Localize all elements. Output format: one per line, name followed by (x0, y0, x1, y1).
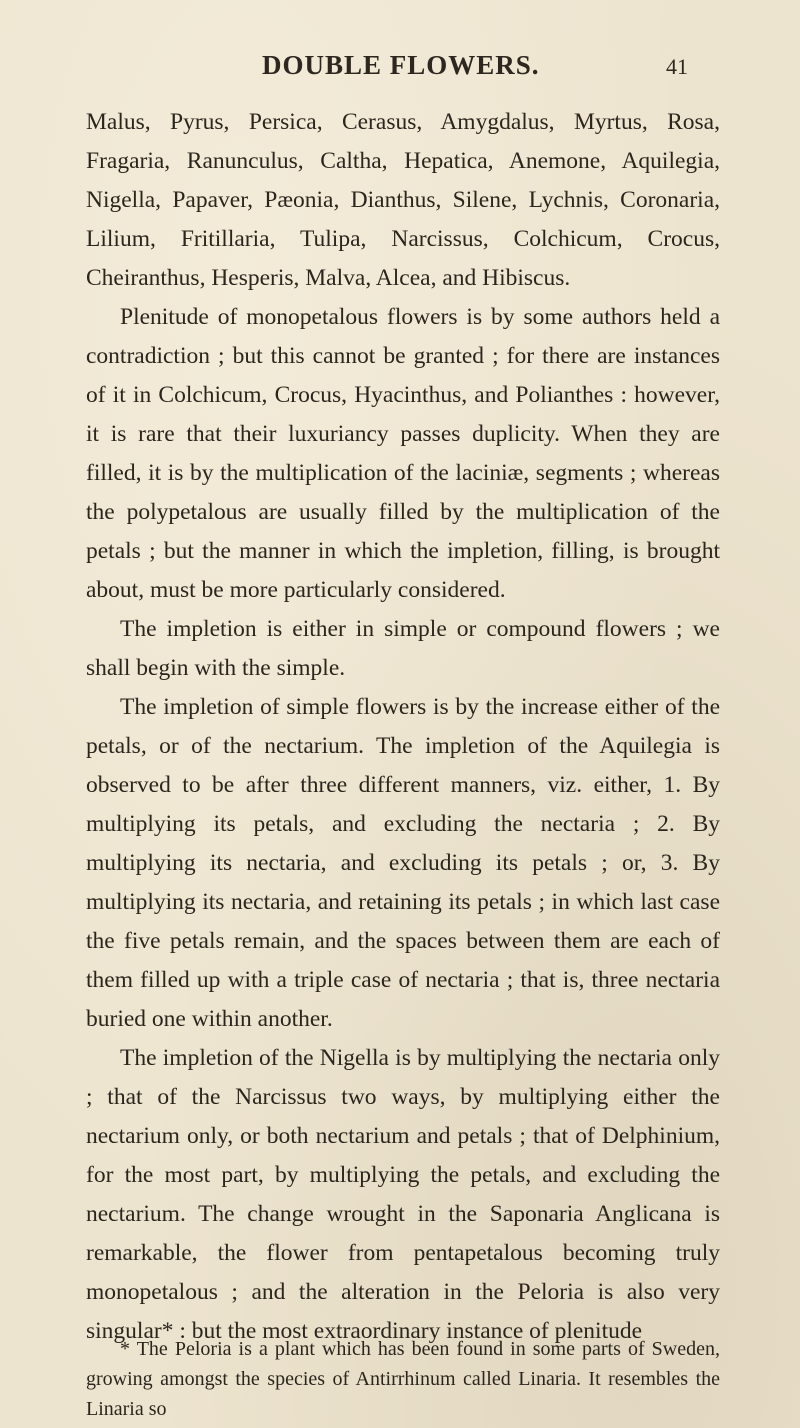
footnote: * The Peloria is a plant which has been found in some parts of Sweden, growing amongst the species of Antirrhinum called Linaria. It resembles the Linaria so (86, 1338, 720, 1420)
running-head (0, 50, 800, 90)
body-text (86, 103, 720, 1351)
paragraph-nigella: The impletion of the Nigella is by multiplying the nectaria only ; that of the Narcissus two ways, by multiplying either the nectarium only, or both nectarium and petals ; that of Delphinium, for the most part, by multiplying the petals, and excluding the nectarium. The change wrought in the Saponaria Anglicana is remarkable, the flower from pentapetalous becoming truly monopetalous ; and the alteration in the Peloria is also very singular* : but the most extraordinary instance of plenitude (86, 1045, 720, 1344)
running-title: DOUBLE FLOWERS. (262, 50, 540, 80)
paragraph-genera-list: Malus, Pyrus, Persica, Cerasus, Amygdalus, Myrtus, Rosa, Fragaria, Ranunculus, Caltha, Hepatica, Anemone, Aquilegia, Nigella, Papaver, Pæonia, Dianthus, Silene, Lychnis, Coronaria, Lilium, Fritillaria, Tulipa, Narcissus, Colchicum, Crocus, Cheiranthus, Hesperis, Malva, Alcea, and Hibiscus. (86, 109, 720, 291)
page-number: 41 (666, 54, 688, 79)
paragraph-monopetalous: Plenitude of monopetalous flowers is by some authors held a contradiction ; but this cannot be granted ; for there are instances of it in Colchicum, Crocus, Hyacinthus, and Polianthes : however, it is rare that their luxuriancy passes duplicity. When they are filled, it is by the multiplication of the laciniæ, segments ; whereas the polypetalous are usually filled by the multiplication of the petals ; but the manner in which the impletion, filling, is brought about, must be more particularly considered. (86, 304, 720, 603)
paragraph-simple-flowers: The impletion of simple flowers is by the increase either of the petals, or of the nectarium. The impletion of the Aquilegia is observed to be after three different manners, viz. either, 1. By multiplying its petals, and excluding the nectaria ; 2. By multiplying its nectaria, and excluding its petals ; or, 3. By multiplying its nectaria, and retaining its petals ; in which last case the five petals remain, and the spaces between them are each of them filled up with a triple case of nectaria ; that is, three nectaria buried one within another. (86, 694, 720, 1032)
paragraph-impletion-intro: The impletion is either in simple or compound flowers ; we shall begin with the simple. (86, 616, 720, 681)
